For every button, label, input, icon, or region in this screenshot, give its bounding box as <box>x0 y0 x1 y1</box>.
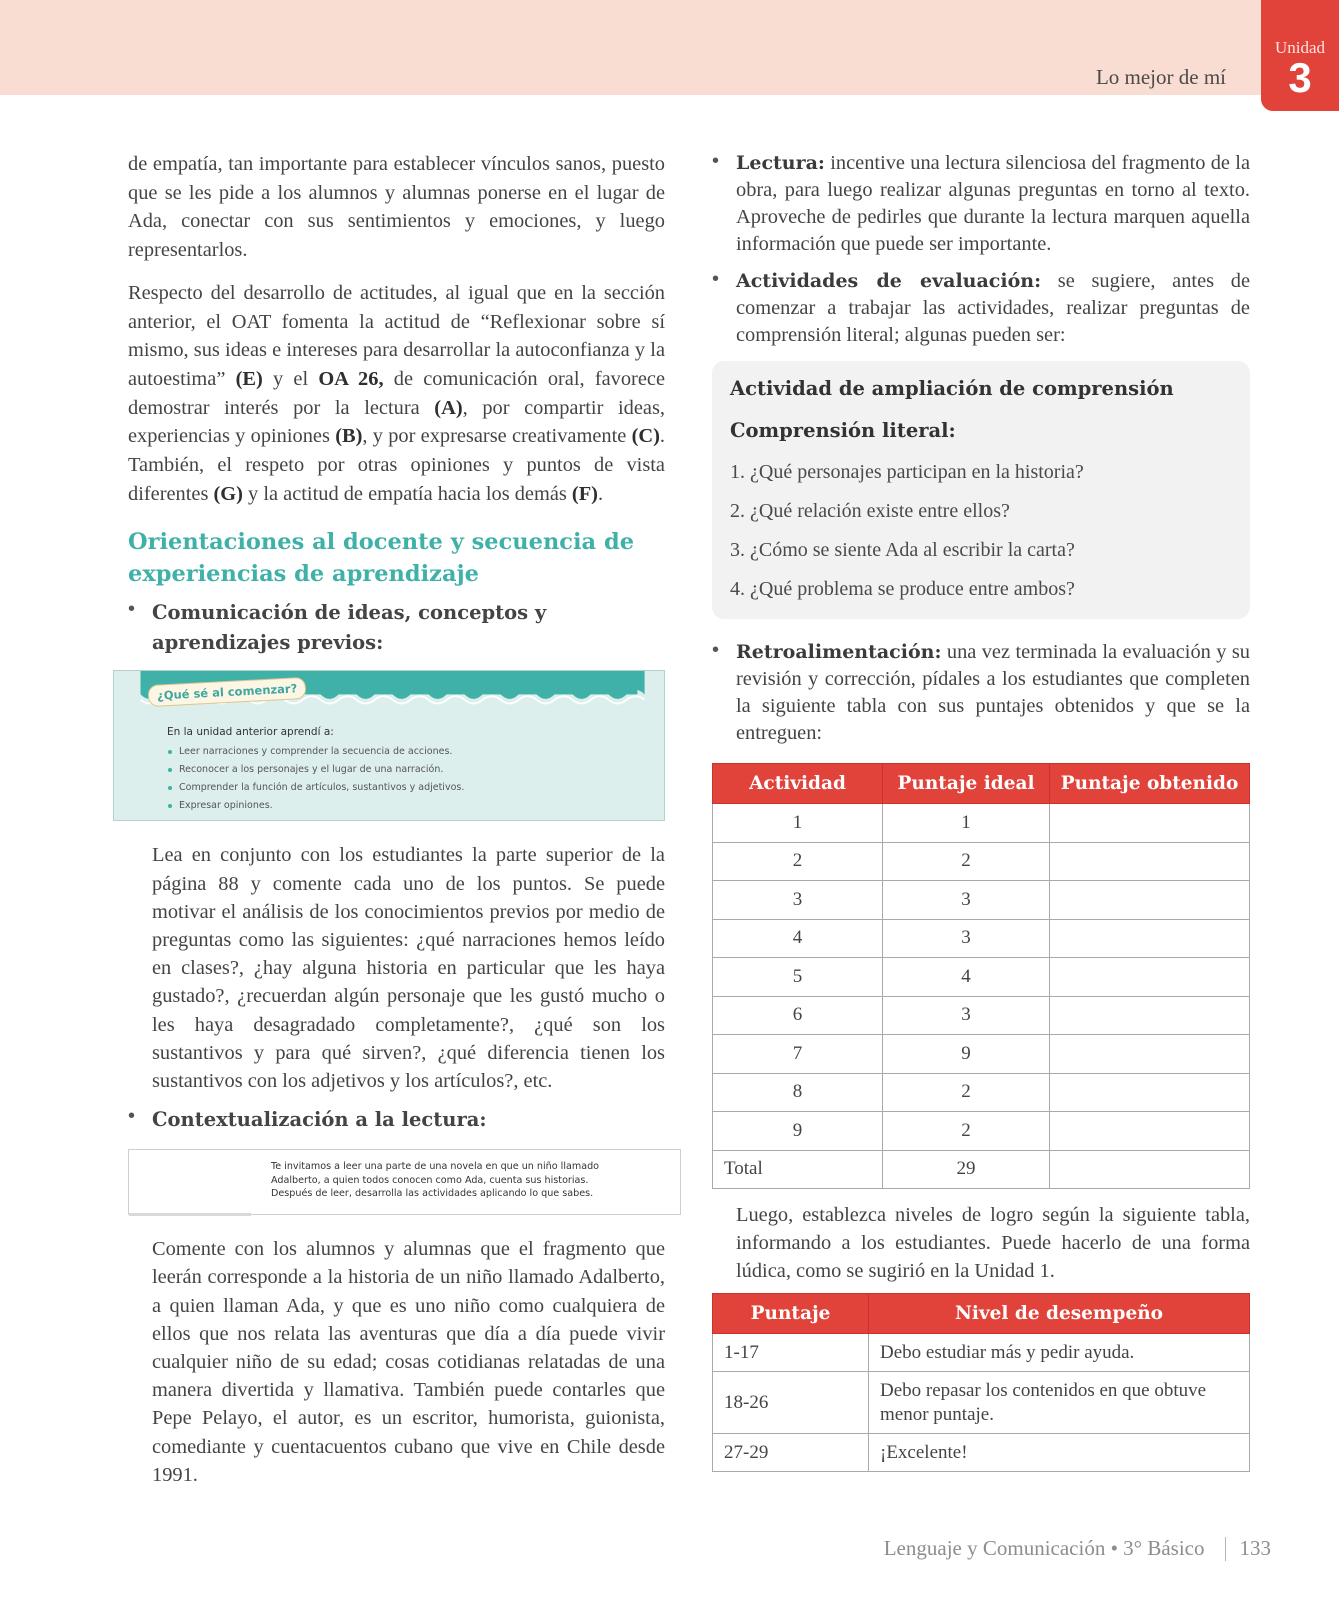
text-run: . <box>597 482 604 505</box>
bullet-previous-knowledge <box>128 598 665 658</box>
table-row <box>713 1434 1250 1472</box>
table-cell: 2 <box>713 842 883 881</box>
total-row <box>713 1150 1250 1189</box>
preview-box-what-i-know <box>113 670 665 821</box>
code-c: (C) <box>631 425 660 448</box>
section-title: Orientaciones al docente y secuencia de experiencias de aprendizaje <box>128 529 635 588</box>
bullet-reading-text <box>736 150 1250 258</box>
footer-subject: Lenguaje y Comunicación • 3° Básico <box>883 1536 1205 1560</box>
unit-number: 3 <box>1288 54 1312 101</box>
bullet-lead: Lectura: <box>736 152 825 174</box>
table-row <box>713 1372 1250 1434</box>
text-run: de comunicación oral, favorece demostrar interés por la lectura <box>128 367 666 419</box>
score-input-cell <box>1050 1035 1250 1074</box>
column-header: Puntaje ideal <box>883 764 1050 804</box>
table-cell: 27-29 <box>713 1434 869 1472</box>
activity-subtitle: Comprensión literal: <box>730 419 956 442</box>
table-cell: 9 <box>883 1035 1050 1074</box>
paragraph-author: Comente con los alumnos y alumnas que el fragmento que leerán corresponde a la historia de un niño llamado Adalberto, a quien llaman Ada, y que es uno niño como cualquiera de ellos que nos relata las aventuras que día a día puede vivir cualquier niño de su edad; cosas cotidianas relatadas de una manera divertida y llamativa. También puede contarles que Pepe Pelayo, el autor, es un escritor, humorista, guionista, comediante y cuentacuentos cubano que vive en Chile desde 1991. <box>152 1238 665 1486</box>
bullet-contextualization <box>128 1105 665 1135</box>
text-run: , por compartir ideas, experiencias y opiniones <box>128 396 665 448</box>
table-row <box>713 1334 1250 1372</box>
table-cell: 8 <box>713 1073 883 1112</box>
score-input-cell <box>1050 1112 1250 1151</box>
table-cell: 1 <box>883 804 1050 843</box>
code-a: (A) <box>434 396 463 419</box>
code-b: (B) <box>335 425 363 448</box>
paragraph-prior-knowledge: Lea en conjunto con los estudiantes la parte superior de la página 88 y comente cada uno de los puntos. Se puede motivar el análisis de los conocimientos previos por medio de preguntas como las siguientes: ¿qué narraciones hemos leído en clases?, ¿hay alguna historia en particular que les haya gustado?, ¿recuerdan algún personaje que les gustó mucho o les haya desagradado completamente?, ¿qué son los sustantivos y para qué sirven?, ¿qué diferencia tienen los sustantivos con los adjetivos y los artículos?, etc. <box>152 844 665 1093</box>
table-row <box>713 1035 1250 1074</box>
score-input-cell <box>1050 1150 1250 1189</box>
column-header: Puntaje obtenido <box>1050 764 1250 804</box>
total-value: 29 <box>883 1150 1050 1189</box>
table-cell: Debo repasar los contenidos en que obtuve menor puntaje. <box>869 1372 1250 1434</box>
score-input-cell <box>1050 842 1250 881</box>
score-input-cell <box>1050 1073 1250 1112</box>
text-run: incentive una lectura silenciosa del fragmento de la obra, para luego realizar algunas preguntas en torno al texto. Aproveche de pedirles que durante la lectura marquen aquella información que puede ser importante. <box>736 152 1250 255</box>
what-i-know-item: Leer narraciones y comprender la secuencia de acciones. <box>167 743 464 761</box>
code-e: (E) <box>235 367 263 390</box>
table-cell: 4 <box>713 919 883 958</box>
score-input-cell <box>1050 881 1250 920</box>
text-run: . También, el respeto por otras opiniones y puntos de vista diferentes <box>128 425 665 505</box>
table-cell: Debo estudiar más y pedir ayuda. <box>869 1334 1250 1372</box>
right-column <box>712 150 1250 1472</box>
text-run: una vez terminada la evaluación y su revisión y corrección, pídales a los estudiantes que completen la siguiente tabla con sus puntajes obtenidos y que se la entreguen: <box>736 641 1250 744</box>
text-run: y la actitud de empatía hacia los demás <box>242 482 572 505</box>
column-header: Nivel de desempeño <box>869 1294 1250 1334</box>
bullet-lead: Actividades de evaluación: <box>736 270 1042 292</box>
paragraph-attitudes <box>128 279 665 509</box>
code-g: (G) <box>213 482 243 505</box>
unit-label: Unidad <box>1274 38 1326 57</box>
column-header: Actividad <box>713 764 883 804</box>
bullet-feedback <box>712 639 1250 747</box>
table-cell: 7 <box>713 1035 883 1074</box>
table-cell: 2 <box>883 1073 1050 1112</box>
table-cell: 5 <box>713 958 883 997</box>
reading-intro-box <box>128 1149 681 1215</box>
table-row <box>713 996 1250 1035</box>
table-cell: 18-26 <box>713 1372 869 1434</box>
table-row <box>713 1112 1250 1151</box>
text-run: se sugiere, antes de comenzar a trabajar las actividades, realizar preguntas de comprensión literal; algunas pueden ser: <box>736 270 1251 346</box>
table-row <box>713 804 1250 843</box>
what-i-know-item: Reconocer a los personajes y el lugar de una narración. <box>167 761 464 779</box>
activity-box <box>712 361 1250 619</box>
activity-question: 3. ¿Cómo se siente Ada al escribir la carta? <box>730 539 1075 561</box>
score-input-cell <box>1050 958 1250 997</box>
what-i-know-item: Expresar opiniones. <box>167 797 464 815</box>
table-row <box>713 1073 1250 1112</box>
table-cell: 3 <box>883 996 1050 1035</box>
table-row <box>713 842 1250 881</box>
table-cell: 1 <box>713 804 883 843</box>
bullet-reading <box>712 150 1250 258</box>
table-cell: 9 <box>713 1112 883 1151</box>
column-header: Puntaje <box>713 1294 869 1334</box>
table-row <box>713 881 1250 920</box>
left-column <box>128 150 665 1489</box>
table-row <box>713 919 1250 958</box>
divider <box>129 1213 251 1216</box>
table-cell: 6 <box>713 996 883 1035</box>
bullet-heading: • Contextualización a la lectura: <box>152 1108 487 1132</box>
total-label: Total <box>713 1150 883 1189</box>
activity-title: Actividad de ampliación de comprensión <box>730 377 1174 400</box>
page-footer <box>884 1536 1271 1561</box>
table-cell: ¡Excelente! <box>869 1434 1250 1472</box>
bullet-evaluation-text <box>736 268 1250 349</box>
score-table <box>712 763 1250 1189</box>
code-oa26: OA 26, <box>318 367 384 390</box>
table-cell: 2 <box>883 1112 1050 1151</box>
what-i-know-item: Comprender la función de artículos, sustantivos y adjetivos. <box>167 779 464 797</box>
table-cell: 3 <box>883 881 1050 920</box>
table-cell: 2 <box>883 842 1050 881</box>
levels-table <box>712 1293 1250 1472</box>
table-cell: 1-17 <box>713 1334 869 1372</box>
table-cell: 3 <box>883 919 1050 958</box>
score-input-cell <box>1050 996 1250 1035</box>
unit-tab <box>1261 0 1339 111</box>
table-row <box>713 958 1250 997</box>
what-i-know-heading: En la unidad anterior aprendí a: <box>167 726 334 739</box>
bullet-lead: Retroalimentación: <box>736 641 942 663</box>
score-input-cell <box>1050 919 1250 958</box>
paragraph-empathy: de empatía, tan importante para establecer vínculos sanos, puesto que se les pide a los alumnos y alumnas ponerse en el lugar de Ada, conectar con sus sentimientos y emociones, y luego representarlos. <box>128 153 665 262</box>
code-f: (F) <box>571 482 598 505</box>
text-run: , y por expresarse creativamente <box>362 425 632 448</box>
footer-divider <box>1225 1537 1226 1561</box>
table-cell: 4 <box>883 958 1050 997</box>
table-cell: 3 <box>713 881 883 920</box>
score-input-cell <box>1050 804 1250 843</box>
bullet-feedback-text <box>736 639 1250 747</box>
running-title: Lo mejor de mí <box>1095 65 1226 89</box>
reading-intro-text: Te invitamos a leer una parte de una novela en que un niño llamado Adalberto, a quien todos conocen como Ada, cuenta sus historias. Después de leer, desarrolla las actividades aplicando lo que sabes. <box>271 1161 600 1200</box>
what-i-know-content <box>167 726 464 815</box>
what-i-know-tag: ¿Qué sé al comenzar? <box>148 677 307 707</box>
bullet-heading: • Comunicación de ideas, conceptos y aprendizajes previos: <box>152 601 547 655</box>
text-run: Respecto del desarrollo de actitudes, al igual que en la sección anterior, el OAT fomenta la actitud de “Reflexionar sobre sí mismo, sus ideas e intereses para desarrollar la autoconfianza y la autoestima” <box>128 281 665 390</box>
activity-question: 4. ¿Qué problema se produce entre ambos? <box>730 578 1075 600</box>
paragraph-levels: Luego, establezca niveles de logro según la siguiente tabla, informando a los estudiantes. Puede hacerlo de una forma lúdica, como se sugirió en la Unidad 1. <box>736 1204 1250 1282</box>
text-run: y el <box>262 367 319 390</box>
activity-question: 2. ¿Qué relación existe entre ellos? <box>730 500 1010 522</box>
bullet-evaluation <box>712 268 1250 349</box>
page-number: 133 <box>1239 1536 1271 1560</box>
activity-question: 1. ¿Qué personajes participan en la historia? <box>730 461 1084 483</box>
